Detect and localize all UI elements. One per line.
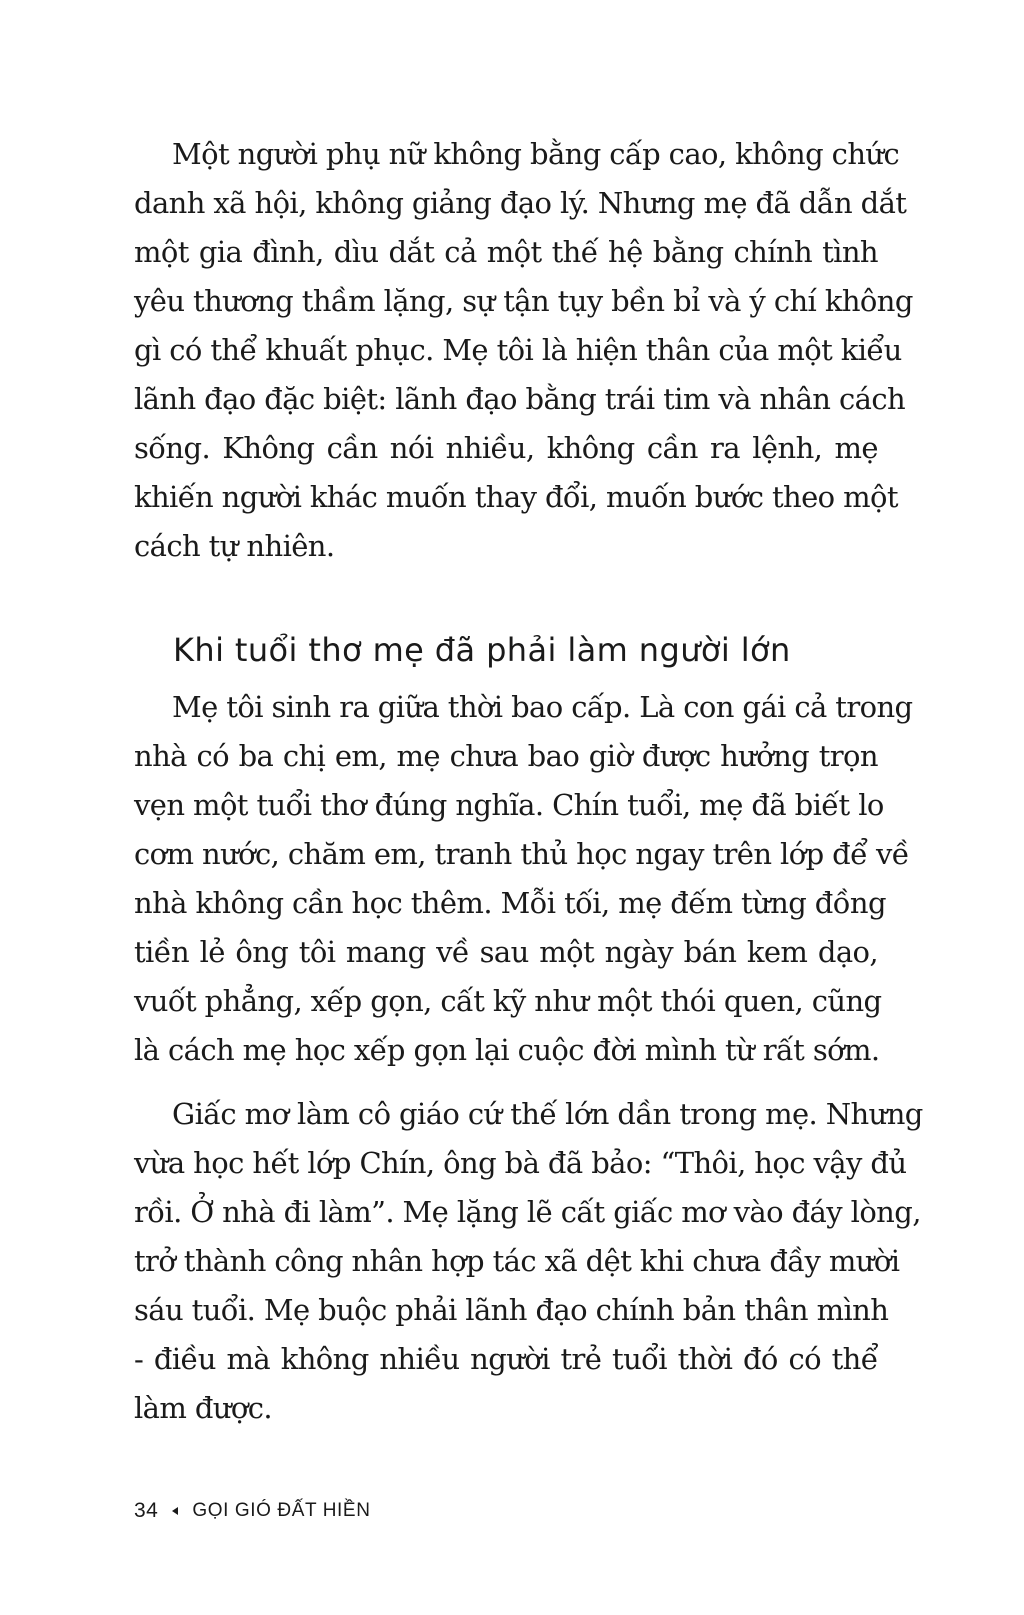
paragraph-line: nhà có ba chị em, mẹ chưa bao giờ được hưởng trọn	[134, 739, 878, 773]
paragraph-line: là cách mẹ học xếp gọn lại cuộc đời mình từ rất sớm.	[134, 1033, 880, 1067]
paragraph-1	[134, 130, 913, 571]
left-triangle-bullet-icon	[172, 1507, 178, 1515]
paragraph-3	[134, 1090, 923, 1433]
paragraph-line: tiền lẻ ông tôi mang về sau một ngày bán kem dạo,	[134, 935, 878, 969]
paragraph-2	[134, 683, 913, 1075]
paragraph-line: cơm nước, chăm em, tranh thủ học ngay trên lớp để về	[134, 837, 910, 871]
paragraph-line: trở thành công nhân hợp tác xã dệt khi chưa đầy mười	[134, 1244, 900, 1278]
paragraph-line: sáu tuổi. Mẹ buộc phải lãnh đạo chính bản thân mình	[134, 1293, 889, 1327]
paragraph-line: nhà không cần học thêm. Mỗi tối, mẹ đếm từng đồng	[134, 886, 886, 920]
paragraph-line: sống. Không cần nói nhiều, không cần ra lệnh, mẹ	[134, 431, 878, 465]
paragraph-line: rồi. Ở nhà đi làm”. Mẹ lặng lẽ cất giấc mơ vào đáy lòng,	[134, 1195, 921, 1229]
paragraph-line: vẹn một tuổi thơ đúng nghĩa. Chín tuổi, mẹ đã biết lo	[134, 788, 884, 822]
page-footer	[134, 1497, 371, 1525]
paragraph-line: Một người phụ nữ không bằng cấp cao, không chức	[172, 137, 900, 171]
paragraph-line: Mẹ tôi sinh ra giữa thời bao cấp. Là con gái cả trong	[172, 690, 913, 724]
paragraph-line: yêu thương thầm lặng, sự tận tụy bền bỉ và ý chí không	[134, 284, 913, 318]
paragraph-line: Giấc mơ làm cô giáo cứ thế lớn dần trong mẹ. Nhưng	[172, 1097, 923, 1131]
paragraph-line: khiến người khác muốn thay đổi, muốn bước theo một	[134, 480, 898, 514]
paragraph-line: - điều mà không nhiều người trẻ tuổi thời đó có thể	[134, 1342, 878, 1376]
paragraph-line: gì có thể khuất phục. Mẹ tôi là hiện thân của một kiểu	[134, 333, 902, 367]
paragraph-line: làm được.	[134, 1391, 273, 1425]
page-number: 34	[134, 1499, 159, 1522]
paragraph-line: lãnh đạo đặc biệt: lãnh đạo bằng trái tim và nhân cách	[134, 382, 906, 416]
section-heading: Khi tuổi thơ mẹ đã phải làm người lớn	[173, 631, 791, 669]
book-title: GỌI GIÓ ĐẤT HIỀN	[192, 1500, 371, 1521]
paragraph-line: vuốt phẳng, xếp gọn, cất kỹ như một thói quen, cũng	[134, 984, 882, 1018]
paragraph-line: vừa học hết lớp Chín, ông bà đã bảo: “Thôi, học vậy đủ	[134, 1146, 907, 1180]
paragraph-line: một gia đình, dìu dắt cả một thế hệ bằng chính tình	[134, 235, 878, 269]
paragraph-line: danh xã hội, không giảng đạo lý. Nhưng mẹ đã dẫn dắt	[134, 186, 907, 220]
paragraph-line: cách tự nhiên.	[134, 529, 335, 563]
